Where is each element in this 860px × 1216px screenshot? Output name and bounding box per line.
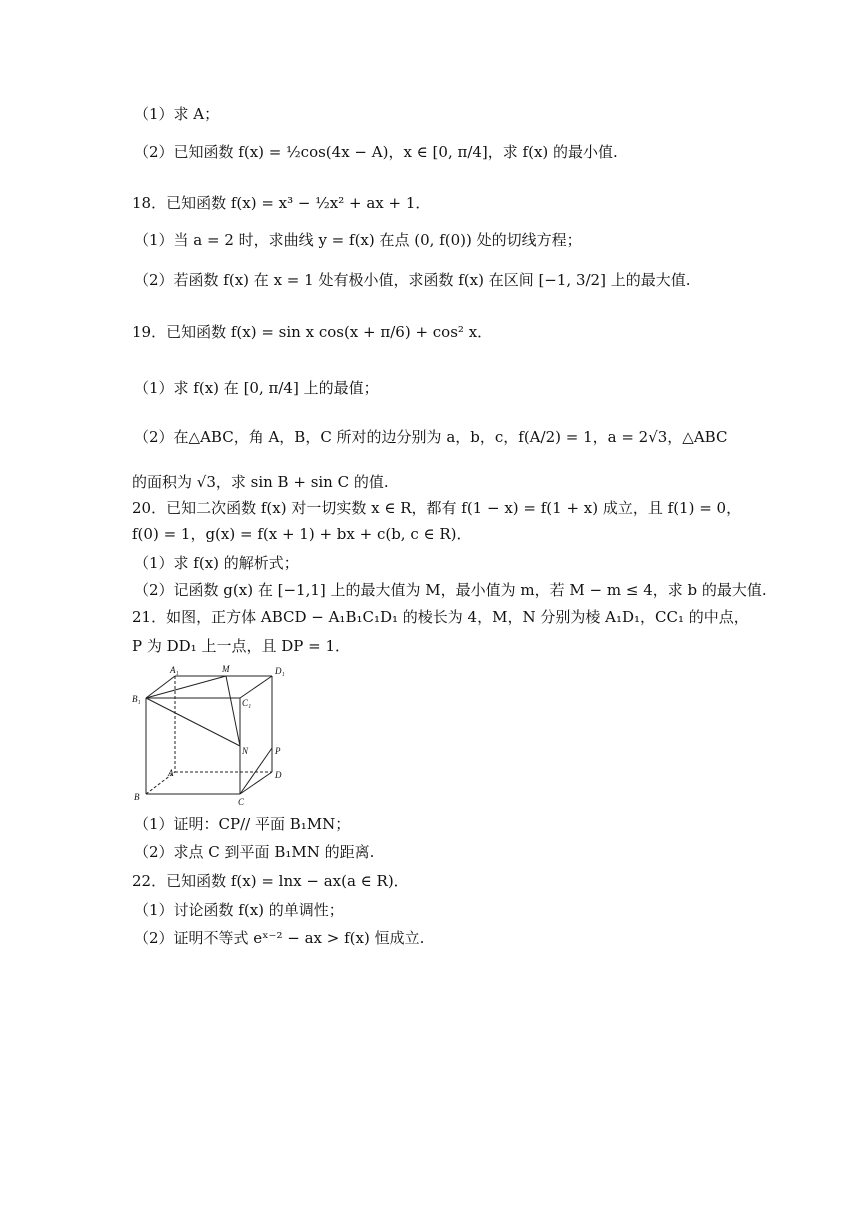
q21-stem-cont: P 为 DD₁ 上一点，且 DP = 1． (132, 637, 350, 655)
label-a: A (168, 768, 174, 778)
label-c1: C₁ (242, 698, 252, 708)
q22-part2: （2）证明不等式 eˣ⁻² − ax > f(x) 恒成立. (134, 929, 425, 947)
q19-part2-cont: 的面积为 √3，求 sin B + sin C 的值. (132, 473, 389, 491)
q18-stem: 18．已知函数 f(x) = x³ − ½x² + ax + 1． (132, 194, 431, 212)
q19-part2: （2）在△ABC，角 A，B，C 所对的边分别为 a，b，c，f(A/2) = 1，a = 2√3，△ABC (134, 428, 728, 446)
q19-stem: 19．已知函数 f(x) = sin x cos(x + π/6) + cos² x． (132, 323, 493, 341)
label-c: C (238, 797, 245, 807)
label-a1: A₁ (170, 665, 179, 675)
q19-part1: （1）求 f(x) 在 [0, π/4] 上的最值； (134, 379, 379, 397)
label-m: M (222, 664, 230, 674)
label-n: N (242, 746, 249, 756)
cube-figure (130, 662, 300, 808)
q20-part2: （2）记函数 g(x) 在 [−1,1] 上的最大值为 M，最小值为 m，若 M − m ≤ 4，求 b 的最大值. (134, 581, 767, 599)
q20-stem: 20．已知二次函数 f(x) 对一切实数 x ∈ R，都有 f(1 − x) = f(1 + x) 成立，且 f(1) = 0， (132, 499, 742, 517)
label-d: D (275, 770, 282, 780)
q20-part1: （1）求 f(x) 的解析式； (134, 554, 299, 572)
label-d1: D₁ (275, 666, 285, 676)
q17-part1: （1）求 A； (134, 105, 220, 123)
q21-part2: （2）求点 C 到平面 B₁MN 的距离. (134, 843, 375, 861)
q21-part1: （1）证明：CP// 平面 B₁MN； (134, 815, 351, 833)
q20-stem-cont: f(0) = 1，g(x) = f(x + 1) + bx + c(b, c ∈ R)． (132, 525, 472, 543)
label-p: P (275, 746, 281, 756)
label-b: B (134, 792, 140, 802)
q17-part2: （2）已知函数 f(x) = ½cos(4x − A)，x ∈ [0, π/4]，求 f(x) 的最小值. (134, 143, 618, 161)
q21-stem: 21．如图，正方体 ABCD − A₁B₁C₁D₁ 的棱长为 4，M，N 分别为棱 A₁D₁，CC₁ 的中点， (132, 608, 749, 626)
q22-stem: 22．已知函数 f(x) = lnx − ax(a ∈ R)． (132, 872, 409, 890)
q22-part1: （1）讨论函数 f(x) 的单调性； (134, 901, 344, 919)
label-b1: B₁ (132, 694, 141, 704)
q18-part1: （1）当 a = 2 时，求曲线 y = f(x) 在点 (0, f(0)) 处的切线方程； (134, 231, 582, 249)
q18-part2: （2）若函数 f(x) 在 x = 1 处有极小值，求函数 f(x) 在区间 [−1, 3/2] 上的最大值. (134, 271, 691, 289)
